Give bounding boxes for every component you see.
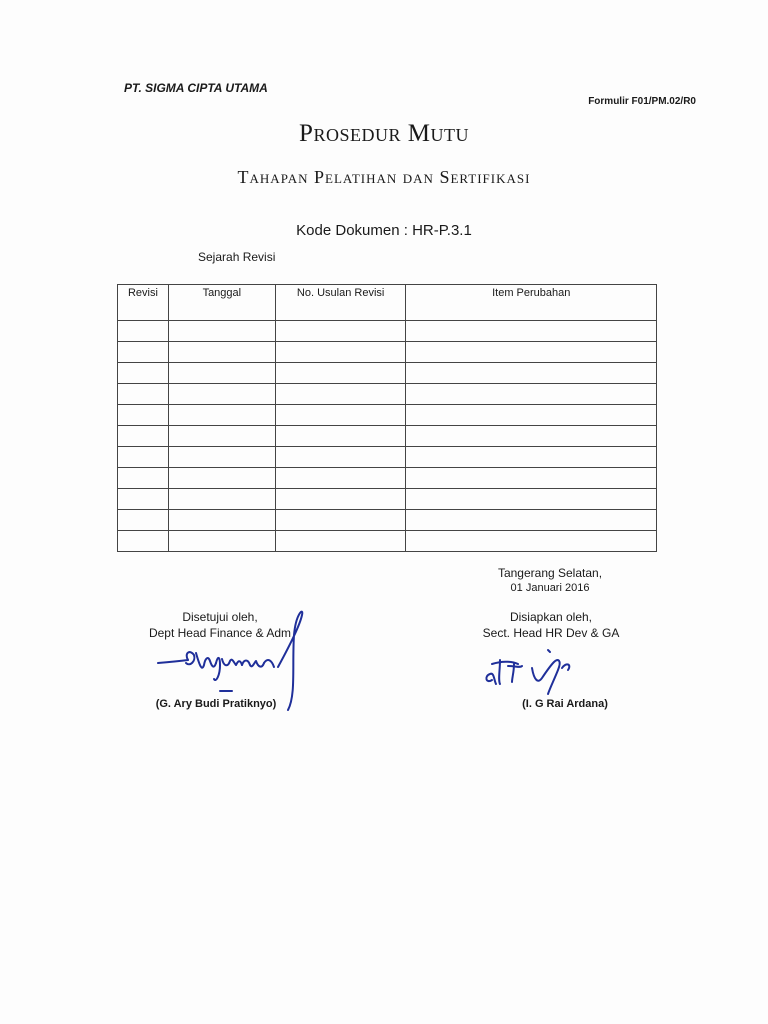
table-cell xyxy=(168,447,275,468)
table-cell xyxy=(168,426,275,447)
table-cell xyxy=(275,405,406,426)
table-cell xyxy=(275,531,406,552)
table-cell xyxy=(275,363,406,384)
document-title: Prosedur Mutu xyxy=(299,120,469,147)
table-cell xyxy=(118,384,169,405)
table-cell xyxy=(406,531,657,552)
table-cell xyxy=(406,342,657,363)
table-cell xyxy=(168,405,275,426)
table-row xyxy=(118,468,657,489)
column-header: No. Usulan Revisi xyxy=(275,285,406,321)
table-cell xyxy=(118,426,169,447)
table-row xyxy=(118,510,657,531)
revision-history-label: Sejarah Revisi xyxy=(198,250,276,264)
table-cell xyxy=(118,405,169,426)
table-cell xyxy=(406,489,657,510)
table-row xyxy=(118,531,657,552)
table-cell xyxy=(168,342,275,363)
table-cell xyxy=(406,321,657,342)
table-row xyxy=(118,426,657,447)
preparer-signature xyxy=(478,640,588,700)
table-cell xyxy=(118,447,169,468)
approved-label: Disetujui oleh, xyxy=(182,610,258,624)
table-cell xyxy=(275,489,406,510)
revision-table xyxy=(117,284,657,552)
sign-place: Tangerang Selatan, xyxy=(497,566,603,580)
table-cell xyxy=(168,489,275,510)
preparer-block xyxy=(466,609,636,641)
revision-table-body xyxy=(118,321,657,552)
table-cell xyxy=(275,510,406,531)
table-cell xyxy=(168,321,275,342)
table-cell xyxy=(168,363,275,384)
table-row xyxy=(118,342,657,363)
table-cell xyxy=(118,489,169,510)
prepared-label: Disiapkan oleh, xyxy=(509,610,593,624)
table-row xyxy=(118,384,657,405)
table-cell xyxy=(118,363,169,384)
table-cell xyxy=(118,468,169,489)
table-cell xyxy=(406,405,657,426)
table-cell xyxy=(118,321,169,342)
table-row xyxy=(118,405,657,426)
table-cell xyxy=(118,510,169,531)
approver-role: Dept Head Finance & Adm xyxy=(148,626,292,640)
table-cell xyxy=(118,342,169,363)
table-cell xyxy=(275,447,406,468)
table-header-row xyxy=(118,285,657,321)
table-row xyxy=(118,447,657,468)
table-cell xyxy=(275,468,406,489)
preparer-role: Sect. Head HR Dev & GA xyxy=(482,626,620,640)
table-row xyxy=(118,363,657,384)
document-code: Kode Dokumen : HR-P.3.1 xyxy=(296,222,472,239)
table-cell xyxy=(275,384,406,405)
table-cell xyxy=(275,426,406,447)
form-code: Formulir F01/PM.02/R0 xyxy=(588,96,696,107)
preparer-name: (I. G Rai Ardana) xyxy=(522,698,608,710)
table-row xyxy=(118,321,657,342)
column-header: Tanggal xyxy=(168,285,275,321)
table-cell xyxy=(406,363,657,384)
table-cell xyxy=(406,447,657,468)
document-subtitle: Tahapan Pelatihan dan Sertifikasi xyxy=(237,167,531,187)
table-cell xyxy=(406,468,657,489)
table-cell xyxy=(168,384,275,405)
table-cell xyxy=(168,531,275,552)
table-cell xyxy=(406,426,657,447)
table-cell xyxy=(275,321,406,342)
table-cell xyxy=(275,342,406,363)
column-header: Item Perubahan xyxy=(406,285,657,321)
sign-date: 01 Januari 2016 xyxy=(510,582,590,594)
approver-name: (G. Ary Budi Pratiknyo) xyxy=(155,698,277,710)
table-cell xyxy=(168,510,275,531)
table-cell xyxy=(406,384,657,405)
table-row xyxy=(118,489,657,510)
table-cell xyxy=(406,510,657,531)
table-cell xyxy=(168,468,275,489)
company-name: PT. SIGMA CIPTA UTAMA xyxy=(124,81,268,95)
column-header: Revisi xyxy=(118,285,169,321)
table-cell xyxy=(118,531,169,552)
